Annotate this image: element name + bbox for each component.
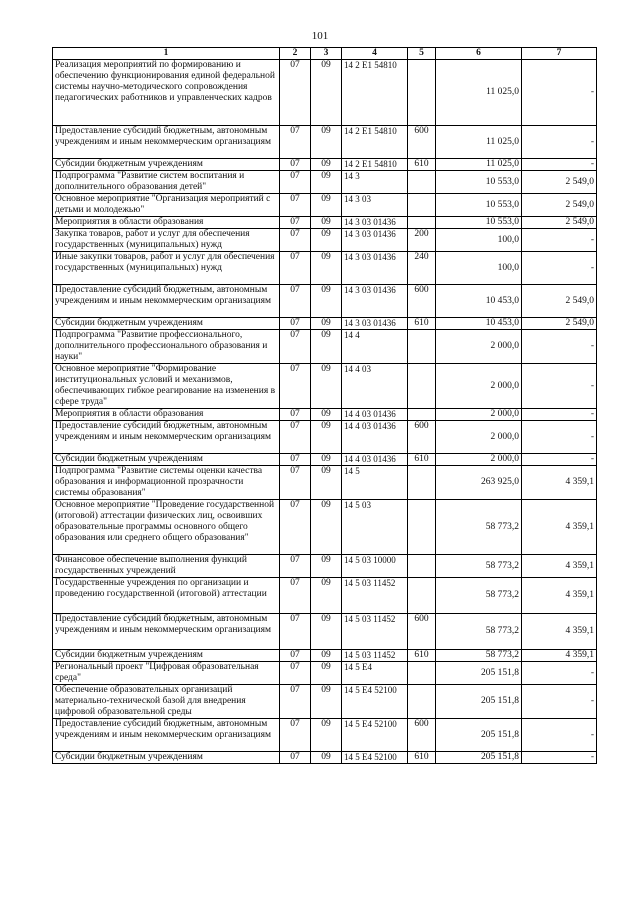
row-section-cell: 07 [280,719,311,752]
row-amount-2-cell: - [522,229,597,252]
row-amount-cell: 2 000,0 [436,409,522,421]
row-amount-cell: 2 000,0 [436,421,522,454]
row-subsection-cell: 09 [311,662,342,685]
table-row [53,466,597,500]
row-target-code-cell: 14 3 03 [342,194,408,217]
row-amount-2-cell: - [522,662,597,685]
row-subsection-cell: 09 [311,364,342,409]
table-row [53,685,597,719]
row-expense-type-cell [408,555,436,578]
table-row [53,126,597,159]
row-subsection-cell: 09 [311,578,342,614]
row-section-cell: 07 [280,752,311,764]
row-section-cell: 07 [280,285,311,318]
row-section-cell: 07 [280,662,311,685]
row-amount-cell: 2 000,0 [436,364,522,409]
row-amount-cell: 205 151,8 [436,719,522,752]
row-name-cell: Финансовое обеспечение выполнения функций государственных учреждений [53,555,280,578]
row-amount-2-cell: - [522,409,597,421]
row-expense-type-cell: 600 [408,285,436,318]
row-name-cell: Субсидии бюджетным учреждениям [53,650,280,662]
row-amount-2-cell: - [522,126,597,159]
row-expense-type-cell [408,194,436,217]
row-name-cell: Мероприятия в области образования [53,217,280,229]
row-name-cell: Реализация мероприятий по формированию и обеспечению функционирования единой федеральной системы научно-методического сопровождения педагогических работников и управленческих кадров [53,60,280,126]
row-expense-type-cell [408,578,436,614]
row-target-code-cell: 14 4 03 01436 [342,454,408,466]
row-name-cell: Основное мероприятие "Формирование институциональных условий и механизмов, обеспечивающих гибкое реагирование на изменения в сфере труда" [53,364,280,409]
row-section-cell: 07 [280,252,311,285]
row-name-cell: Мероприятия в области образования [53,409,280,421]
row-amount-cell: 58 773,2 [436,555,522,578]
row-section-cell: 07 [280,364,311,409]
row-amount-2-cell: 2 549,0 [522,194,597,217]
row-subsection-cell: 09 [311,252,342,285]
table-row [53,409,597,421]
row-subsection-cell: 09 [311,318,342,330]
row-name-cell: Обеспечение образовательных организаций материально-технической базой для внедрения цифровой образовательной среды [53,685,280,719]
row-amount-cell: 58 773,2 [436,650,522,662]
table-row [53,330,597,364]
row-expense-type-cell [408,685,436,719]
row-section-cell: 07 [280,229,311,252]
row-subsection-cell: 09 [311,421,342,454]
row-amount-cell: 2 000,0 [436,454,522,466]
row-amount-cell: 11 025,0 [436,126,522,159]
row-amount-2-cell: 2 549,0 [522,285,597,318]
row-amount-2-cell: - [522,454,597,466]
row-section-cell: 07 [280,409,311,421]
row-name-cell: Предоставление субсидий бюджетным, автономным учреждениям и иным некоммерческим организациям [53,719,280,752]
row-section-cell: 07 [280,685,311,719]
row-amount-2-cell: 4 359,1 [522,500,597,555]
row-name-cell: Предоставление субсидий бюджетным, автономным учреждениям и иным некоммерческим организациям [53,421,280,454]
row-section-cell: 07 [280,60,311,126]
row-expense-type-cell: 240 [408,252,436,285]
row-target-code-cell: 14 5 03 10000 [342,555,408,578]
row-amount-2-cell: 4 359,1 [522,578,597,614]
row-name-cell: Субсидии бюджетным учреждениям [53,454,280,466]
row-expense-type-cell [408,500,436,555]
table-row [53,285,597,318]
row-expense-type-cell [408,364,436,409]
row-target-code-cell: 14 5 E4 52100 [342,752,408,764]
row-amount-cell: 58 773,2 [436,500,522,555]
table-row [53,194,597,217]
row-amount-2-cell: 2 549,0 [522,217,597,229]
row-expense-type-cell [408,466,436,500]
table-row [53,421,597,454]
row-amount-cell: 2 000,0 [436,330,522,364]
row-name-cell: Региональный проект "Цифровая образовательная среда" [53,662,280,685]
row-amount-cell: 205 151,8 [436,662,522,685]
row-section-cell: 07 [280,217,311,229]
col-header-7: 7 [522,48,597,60]
row-amount-2-cell: - [522,159,597,171]
row-amount-cell: 10 553,0 [436,217,522,229]
table-row [53,229,597,252]
table-row [53,662,597,685]
row-amount-cell: 100,0 [436,229,522,252]
row-amount-2-cell: 4 359,1 [522,650,597,662]
table-row [53,159,597,171]
table-row [53,252,597,285]
row-expense-type-cell [408,662,436,685]
row-amount-cell: 10 553,0 [436,171,522,194]
row-name-cell: Государственные учреждения по организации и проведению государственной (итоговой) аттестации [53,578,280,614]
row-subsection-cell: 09 [311,409,342,421]
row-amount-cell: 10 553,0 [436,194,522,217]
row-name-cell: Иные закупки товаров, работ и услуг для обеспечения государственных (муниципальных) нужд [53,252,280,285]
row-section-cell: 07 [280,454,311,466]
row-expense-type-cell: 600 [408,126,436,159]
row-name-cell: Основное мероприятие "Организация мероприятий с детьми и молодежью" [53,194,280,217]
row-amount-2-cell: - [522,364,597,409]
row-target-code-cell: 14 5 03 11452 [342,578,408,614]
row-subsection-cell: 09 [311,752,342,764]
row-amount-cell: 205 151,8 [436,752,522,764]
row-amount-cell: 205 151,8 [436,685,522,719]
row-amount-cell: 58 773,2 [436,614,522,650]
row-target-code-cell: 14 3 03 01436 [342,252,408,285]
col-header-2: 2 [280,48,311,60]
row-subsection-cell: 09 [311,500,342,555]
row-name-cell: Подпрограмма "Развитие систем воспитания и дополнительного образования детей" [53,171,280,194]
row-subsection-cell: 09 [311,126,342,159]
row-subsection-cell: 09 [311,719,342,752]
row-name-cell: Подпрограмма "Развитие системы оценки качества образования и информационной прозрачности системы образования" [53,466,280,500]
row-expense-type-cell: 610 [408,159,436,171]
row-name-cell: Основное мероприятие "Проведение государственной (итоговой) аттестации физических лиц, освоивших образовательные программы основного общего образования или среднего общего образования" [53,500,280,555]
budget-table [52,47,597,764]
row-expense-type-cell: 610 [408,650,436,662]
table-row [53,752,597,764]
row-amount-2-cell: 4 359,1 [522,466,597,500]
row-amount-2-cell: - [522,421,597,454]
row-section-cell: 07 [280,466,311,500]
row-amount-cell: 263 925,0 [436,466,522,500]
row-section-cell: 07 [280,330,311,364]
row-amount-cell: 11 025,0 [436,159,522,171]
row-target-code-cell: 14 5 E4 52100 [342,719,408,752]
row-expense-type-cell [408,409,436,421]
row-target-code-cell: 14 5 [342,466,408,500]
row-subsection-cell: 09 [311,159,342,171]
row-section-cell: 07 [280,650,311,662]
table-row [53,650,597,662]
row-section-cell: 07 [280,171,311,194]
row-name-cell: Субсидии бюджетным учреждениям [53,318,280,330]
row-section-cell: 07 [280,614,311,650]
row-section-cell: 07 [280,500,311,555]
row-target-code-cell: 14 3 [342,171,408,194]
row-expense-type-cell [408,171,436,194]
row-subsection-cell: 09 [311,454,342,466]
row-target-code-cell: 14 4 03 01436 [342,409,408,421]
row-expense-type-cell [408,60,436,126]
row-amount-2-cell: - [522,719,597,752]
row-subsection-cell: 09 [311,685,342,719]
row-subsection-cell: 09 [311,194,342,217]
row-amount-cell: 11 025,0 [436,60,522,126]
row-section-cell: 07 [280,126,311,159]
row-subsection-cell: 09 [311,60,342,126]
table-row [53,217,597,229]
table-row [53,555,597,578]
table-row [53,719,597,752]
row-subsection-cell: 09 [311,171,342,194]
row-target-code-cell: 14 3 03 01436 [342,229,408,252]
row-section-cell: 07 [280,318,311,330]
col-header-5: 5 [408,48,436,60]
row-target-code-cell: 14 5 03 [342,500,408,555]
row-name-cell: Субсидии бюджетным учреждениям [53,752,280,764]
table-row [53,500,597,555]
row-amount-2-cell: 2 549,0 [522,171,597,194]
row-amount-2-cell: 4 359,1 [522,614,597,650]
row-target-code-cell: 14 4 03 [342,364,408,409]
row-subsection-cell: 09 [311,330,342,364]
row-subsection-cell: 09 [311,217,342,229]
row-subsection-cell: 09 [311,555,342,578]
row-section-cell: 07 [280,421,311,454]
row-target-code-cell: 14 3 03 01436 [342,318,408,330]
row-amount-2-cell: - [522,752,597,764]
row-target-code-cell: 14 5 E4 [342,662,408,685]
col-header-1: 1 [53,48,280,60]
row-section-cell: 07 [280,578,311,614]
row-amount-2-cell: - [522,252,597,285]
row-amount-cell: 10 453,0 [436,318,522,330]
row-amount-cell: 58 773,2 [436,578,522,614]
row-expense-type-cell: 600 [408,614,436,650]
row-section-cell: 07 [280,194,311,217]
row-target-code-cell: 14 3 03 01436 [342,217,408,229]
table-row [53,318,597,330]
row-expense-type-cell: 610 [408,318,436,330]
row-name-cell: Подпрограмма "Развитие профессионального, дополнительного профессионального образования и науки" [53,330,280,364]
row-amount-cell: 10 453,0 [436,285,522,318]
table-row [53,614,597,650]
row-section-cell: 07 [280,159,311,171]
row-target-code-cell: 14 3 03 01436 [342,285,408,318]
row-subsection-cell: 09 [311,650,342,662]
table-row [53,454,597,466]
row-name-cell: Предоставление субсидий бюджетным, автономным учреждениям и иным некоммерческим организациям [53,126,280,159]
row-amount-cell: 100,0 [436,252,522,285]
row-target-code-cell: 14 2 E1 54810 [342,60,408,126]
row-subsection-cell: 09 [311,466,342,500]
row-target-code-cell: 14 4 03 01436 [342,421,408,454]
table-row [53,578,597,614]
row-amount-2-cell: - [522,60,597,126]
row-expense-type-cell: 610 [408,752,436,764]
col-header-4: 4 [342,48,408,60]
row-name-cell: Предоставление субсидий бюджетным, автономным учреждениям и иным некоммерческим организациям [53,614,280,650]
row-amount-2-cell: 4 359,1 [522,555,597,578]
table-row [53,171,597,194]
page-number: 101 [311,30,329,42]
row-target-code-cell: 14 5 03 11452 [342,614,408,650]
table-row [53,60,597,126]
row-expense-type-cell: 200 [408,229,436,252]
row-target-code-cell: 14 2 E1 54810 [342,126,408,159]
row-expense-type-cell: 600 [408,719,436,752]
row-expense-type-cell [408,330,436,364]
row-amount-2-cell: - [522,685,597,719]
row-target-code-cell: 14 5 E4 52100 [342,685,408,719]
header-row [53,48,597,60]
row-expense-type-cell: 610 [408,454,436,466]
row-expense-type-cell [408,217,436,229]
row-amount-2-cell: - [522,330,597,364]
row-name-cell: Закупка товаров, работ и услуг для обеспечения государственных (муниципальных) нужд [53,229,280,252]
table-row [53,364,597,409]
row-target-code-cell: 14 4 [342,330,408,364]
row-subsection-cell: 09 [311,229,342,252]
row-section-cell: 07 [280,555,311,578]
row-name-cell: Предоставление субсидий бюджетным, автономным учреждениям и иным некоммерческим организациям [53,285,280,318]
col-header-3: 3 [311,48,342,60]
row-amount-2-cell: 2 549,0 [522,318,597,330]
row-subsection-cell: 09 [311,285,342,318]
col-header-6: 6 [436,48,522,60]
row-expense-type-cell: 600 [408,421,436,454]
row-subsection-cell: 09 [311,614,342,650]
row-name-cell: Субсидии бюджетным учреждениям [53,159,280,171]
row-target-code-cell: 14 5 03 11452 [342,650,408,662]
row-target-code-cell: 14 2 E1 54810 [342,159,408,171]
